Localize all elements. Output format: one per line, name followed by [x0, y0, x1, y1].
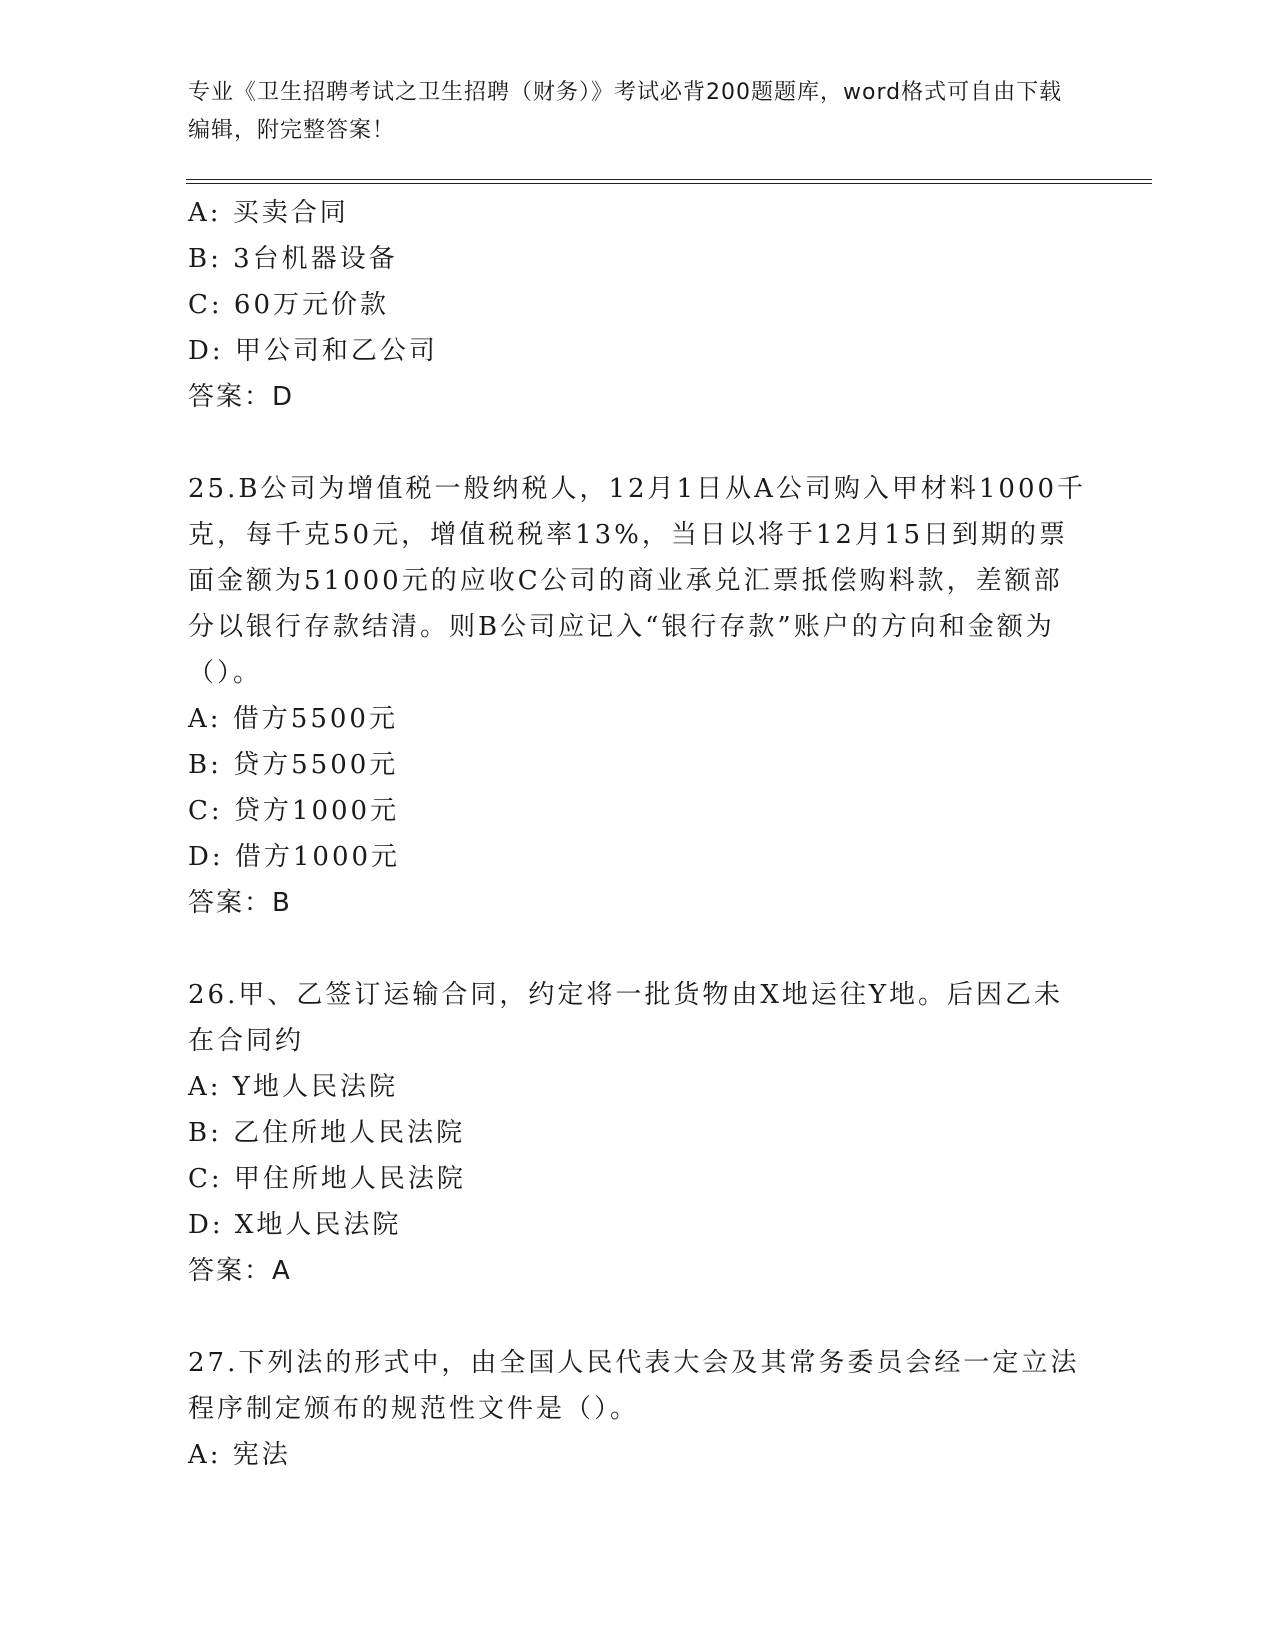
- option-a: A: Y地人民法院: [188, 1072, 398, 1102]
- question-stem: 27.下列法的形式中，由全国人民代表大会及其常务委员会经一定立法程序制定颁布的规范性文件是（）。: [188, 1348, 1080, 1424]
- header-rule-bottom: [186, 183, 1152, 184]
- option-a: A: 宪法: [188, 1440, 291, 1470]
- option-c: C: 甲住所地人民法院: [188, 1164, 466, 1194]
- option-c: C: 60万元价款: [188, 290, 390, 320]
- option-b: B: 贷方5500元: [188, 750, 399, 780]
- question-24: [188, 190, 1088, 420]
- option-a: A: 借方5500元: [188, 704, 398, 734]
- option-d: D: X地人民法院: [188, 1210, 402, 1240]
- question-26: [188, 972, 1088, 1294]
- question-list: [188, 190, 1088, 1478]
- document-header: 专业《卫生招聘考试之卫生招聘（财务）》考试必背200题题库，word格式可自由下载编辑，附完整答案！: [188, 80, 1063, 143]
- question-27: [188, 1340, 1088, 1478]
- option-a: A: 买卖合同: [188, 198, 349, 228]
- question-stem: 25.B公司为增值税一般纳税人，12月1日从A公司购入甲材料1000千克，每千克50元，增值税税率13%，当日以将于12月15日到期的票面金额为51000元的应收C公司的商业承兑汇票抵偿购料款，差额部分以银行存款结清。则B公司应记入“银行存款”账户的方向和金额为（）。: [188, 474, 1087, 688]
- option-c: C: 贷方1000元: [188, 796, 400, 826]
- header-rule-top: [186, 179, 1152, 180]
- option-b: B: 乙住所地人民法院: [188, 1118, 466, 1148]
- answer-line: 答案：A: [188, 1256, 292, 1286]
- answer-line: 答案：D: [188, 382, 295, 412]
- option-d: D: 借方1000元: [188, 842, 401, 872]
- answer-line: 答案：B: [188, 888, 292, 918]
- option-d: D: 甲公司和乙公司: [188, 336, 438, 366]
- question-stem: 26.甲、乙签订运输合同，约定将一批货物由X地运往Y地。后因乙未在合同约: [188, 980, 1064, 1056]
- question-25: [188, 466, 1088, 926]
- option-b: B: 3台机器设备: [188, 244, 398, 274]
